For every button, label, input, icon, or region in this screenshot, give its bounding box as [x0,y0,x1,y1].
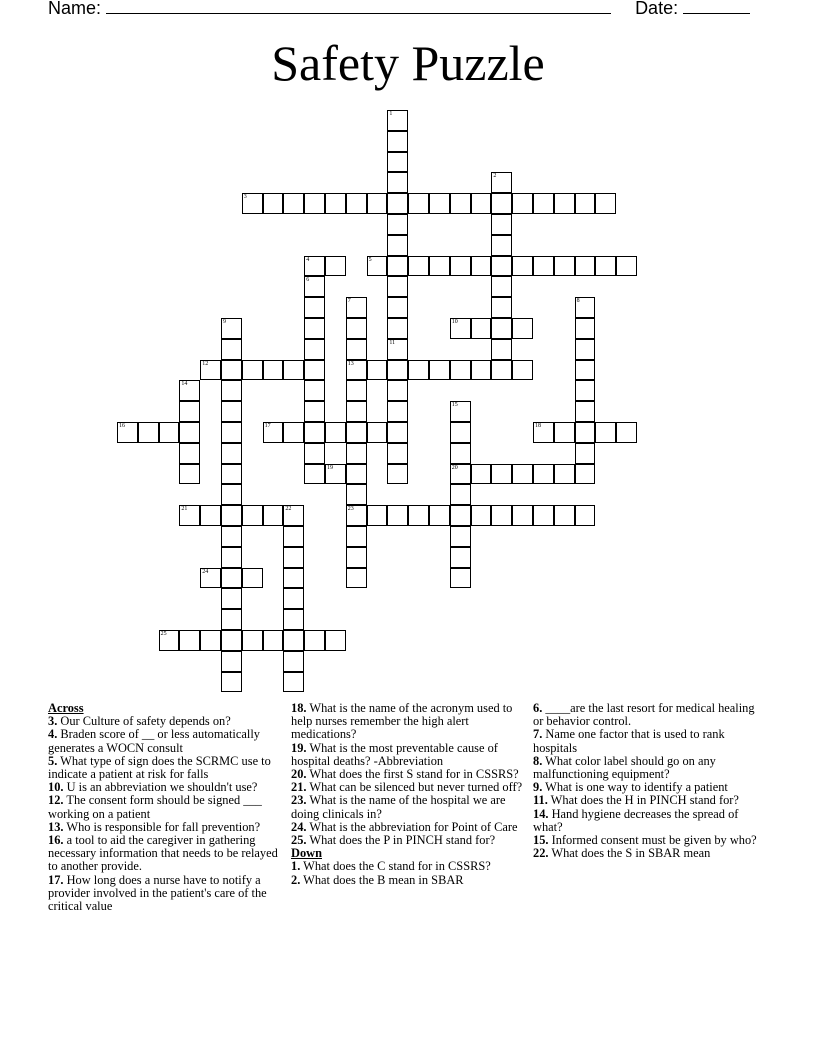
grid-cell[interactable] [346,193,367,214]
clue-text: What does the S in SBAR mean [548,846,711,861]
grid-cell[interactable] [575,256,596,277]
grid-cell[interactable] [304,193,325,214]
grid-cell[interactable] [387,131,408,152]
grid-cell[interactable] [325,422,346,443]
grid-cell[interactable] [387,422,408,443]
clue-number-25: 25 [160,631,167,637]
grid-cell[interactable] [346,422,367,443]
grid-cell[interactable] [512,193,533,214]
grid-cell[interactable] [346,568,367,589]
grid-cell[interactable] [179,401,200,422]
grid-cell[interactable] [221,443,242,464]
grid-cell[interactable] [367,360,388,381]
clue-text: What can be silenced but never turned off? [306,780,523,795]
clue-text: What is the abbreviation for Point of Care [306,819,518,834]
grid-cell[interactable] [616,256,637,277]
grid-cell[interactable] [533,256,554,277]
grid-cell[interactable] [491,193,512,214]
grid-cell[interactable] [554,193,575,214]
clue-text: What does the B mean in SBAR [300,872,464,887]
grid-cell[interactable] [304,401,325,422]
grid-cell[interactable] [554,505,575,526]
clue-number: 1. [291,859,301,874]
clue-number-14: 14 [181,381,188,388]
grid-cell[interactable] [387,276,408,297]
grid-cell[interactable] [346,526,367,547]
grid-cell[interactable] [533,193,554,214]
grid-cell[interactable] [179,443,200,464]
grid-cell[interactable] [242,505,263,526]
clue-number-17: 17 [264,423,271,429]
clue-number: 23. [291,793,307,808]
across-clue [291,794,523,820]
grid-cell[interactable] [595,193,616,214]
clue-number: 19. [291,740,307,755]
grid-cell[interactable] [221,505,242,526]
clue-number: 9. [533,780,543,795]
down-clue [291,874,523,887]
grid-cell[interactable] [304,339,325,360]
date-field[interactable] [683,0,750,14]
down-heading: Down [291,846,322,861]
grid-cell[interactable] [387,318,408,339]
clue-text: Hand hygiene decreases the spread of what? [533,806,739,834]
across-clue [291,742,523,768]
clue-number-19: 19 [327,464,333,471]
grid-cell[interactable] [595,422,616,443]
grid-cell[interactable] [471,318,492,339]
grid-cell[interactable] [346,443,367,464]
grid-cell[interactable] [575,193,596,214]
across-clues-part2 [291,702,523,847]
grid-cell[interactable] [450,256,471,277]
grid-cell[interactable] [283,547,304,568]
grid-cell[interactable] [200,505,221,526]
clue-number-23: 23 [347,506,354,513]
grid-cell[interactable] [346,401,367,422]
grid-cell[interactable] [471,256,492,277]
clue-text: Name one factor that is used to rank hospitals [533,727,725,755]
grid-cell[interactable] [367,422,388,443]
grid-cell[interactable] [575,380,596,401]
grid-cell[interactable] [408,360,429,381]
grid-cell[interactable] [367,193,388,214]
clue-number: 7. [533,727,543,742]
clue-number-1: 1 [389,111,393,117]
clue-number: 4. [48,727,58,742]
clue-text: What is the name of the acronym used to help nurses remember the high alert medications? [291,701,513,742]
grid-cell[interactable] [283,568,304,589]
grid-cell[interactable] [471,505,492,526]
clue-number-16: 16 [119,423,125,429]
clue-number-11: 11 [389,339,396,346]
clue-number-10: 10 [451,319,458,325]
across-clue [48,755,280,781]
grid-cell[interactable] [471,193,492,214]
grid-cell[interactable] [408,193,429,214]
grid-cell[interactable] [283,193,304,214]
grid-cell[interactable] [221,547,242,568]
grid-cell[interactable] [159,422,180,443]
down-clue [533,702,763,728]
grid-cell[interactable] [242,360,263,381]
clue-number: 14. [533,806,549,821]
down-clue [533,728,763,754]
grid-cell[interactable] [346,318,367,339]
grid-cell[interactable] [221,672,242,693]
grid-cell[interactable] [283,588,304,609]
across-clue [48,728,280,754]
clue-text: a tool to aid the caregiver in gathering necessary information that needs to be relayed to another provide. [48,833,278,874]
grid-cell[interactable] [387,297,408,318]
grid-cell[interactable] [450,505,471,526]
grid-cell[interactable] [387,380,408,401]
clue-number-7: 7 [347,298,351,305]
grid-cell[interactable] [450,568,471,589]
clue-number-6: 6 [306,277,310,284]
grid-cell[interactable] [221,609,242,630]
grid-cell[interactable] [221,339,242,360]
across-clue [48,834,280,874]
grid-cell[interactable] [200,630,221,651]
clue-text: What does the H in PINCH stand for? [547,793,739,808]
grid-cell[interactable] [346,339,367,360]
grid-cell[interactable] [554,256,575,277]
grid-cell[interactable] [179,464,200,485]
clue-number-20: 20 [451,464,458,471]
clue-number: 21. [291,780,307,795]
grid-cell[interactable] [575,422,596,443]
grid-cell[interactable] [179,422,200,443]
grid-cell[interactable] [325,630,346,651]
clue-text: What is the most preventable cause of hospital deaths? -Abbreviation [291,740,498,768]
clue-number: 24. [291,819,307,834]
clue-number: 13. [48,819,64,834]
grid-cell[interactable] [221,422,242,443]
grid-cell[interactable] [346,547,367,568]
clue-text: U is an abbreviation we shouldn't use? [63,780,258,795]
grid-cell[interactable] [450,193,471,214]
grid-cell[interactable] [304,318,325,339]
grid-cell[interactable] [491,297,512,318]
grid-cell[interactable] [179,630,200,651]
grid-cell[interactable] [575,505,596,526]
grid-cell[interactable] [408,256,429,277]
grid-cell[interactable] [491,339,512,360]
grid-cell[interactable] [575,360,596,381]
grid-cell[interactable] [283,609,304,630]
clue-number-24: 24 [202,568,209,575]
clue-number: 22. [533,846,549,861]
clue-number: 15. [533,833,549,848]
clue-text: The consent form should be signed ___ working on a patient [48,793,262,821]
grid-cell[interactable] [346,464,367,485]
grid-cell[interactable] [325,193,346,214]
grid-cell[interactable] [554,422,575,443]
grid-cell[interactable] [283,630,304,651]
grid-cell[interactable] [283,422,304,443]
grid-cell[interactable] [554,464,575,485]
across-clues-part1 [48,715,280,913]
clue-text: Our Culture of safety depends on? [57,714,231,729]
name-label: Name: [48,0,102,18]
grid-cell[interactable] [387,360,408,381]
grid-cell[interactable] [387,193,408,214]
clue-number-3: 3 [243,194,247,201]
header [48,0,750,19]
down-clue [533,755,763,781]
grid-cell[interactable] [429,256,450,277]
clue-column-2 [291,702,523,887]
grid-cell[interactable] [283,526,304,547]
grid-cell[interactable] [221,380,242,401]
clue-number: 20. [291,767,307,782]
clue-number: 2. [291,872,301,887]
clue-number-13: 13 [347,360,354,367]
grid-cell[interactable] [512,256,533,277]
grid-cell[interactable] [512,360,533,381]
clue-number: 3. [48,714,58,729]
across-clue [291,702,523,742]
grid-cell[interactable] [491,464,512,485]
grid-cell[interactable] [304,443,325,464]
clue-number-2: 2 [493,173,497,180]
clue-number: 17. [48,872,64,887]
grid-cell[interactable] [491,360,512,381]
clue-text: Informed consent must be given by who? [548,833,757,848]
grid-cell[interactable] [346,484,367,505]
grid-cell[interactable] [450,360,471,381]
grid-cell[interactable] [263,505,284,526]
grid-cell[interactable] [575,339,596,360]
clue-text: ____are the last resort for medical healing or behavior control. [533,701,755,729]
grid-cell[interactable] [450,526,471,547]
grid-cell[interactable] [616,422,637,443]
clue-number-22: 22 [285,506,292,513]
grid-cell[interactable] [138,422,159,443]
grid-cell[interactable] [512,464,533,485]
grid-cell[interactable] [429,193,450,214]
grid-cell[interactable] [221,484,242,505]
grid-cell[interactable] [387,256,408,277]
clue-number-18: 18 [535,423,541,429]
clue-text: What is one way to identify a patient [542,780,728,795]
grid-cell[interactable] [471,360,492,381]
grid-cell[interactable] [283,360,304,381]
clue-text: What does the C stand for in CSSRS? [300,859,491,874]
across-clue [48,794,280,820]
clue-text: Braden score of __ or less automatically generates a WOCN consult [48,727,260,755]
grid-cell[interactable] [491,505,512,526]
grid-cell[interactable] [575,401,596,422]
grid-cell[interactable] [325,256,346,277]
grid-cell[interactable] [512,318,533,339]
clue-number-4: 4 [306,256,310,263]
clue-number: 11. [533,793,548,808]
grid-cell[interactable] [304,464,325,485]
grid-cell[interactable] [429,505,450,526]
grid-cell[interactable] [242,568,263,589]
grid-cell[interactable] [491,276,512,297]
grid-cell[interactable] [450,484,471,505]
grid-cell[interactable] [304,380,325,401]
grid-cell[interactable] [387,152,408,173]
grid-cell[interactable] [491,235,512,256]
clue-column-1 [48,702,280,913]
grid-cell[interactable] [491,318,512,339]
name-field[interactable] [106,0,611,14]
down-clue [533,808,763,834]
down-clues-part1 [291,860,523,886]
grid-cell[interactable] [450,443,471,464]
date-label: Date: [635,0,679,18]
clue-number: 12. [48,793,64,808]
grid-cell[interactable] [221,360,242,381]
grid-cell[interactable] [387,214,408,235]
clue-column-3 [533,702,763,860]
clue-text: How long does a nurse have to notify a provider involved in the patient's care of the critical value [48,872,267,914]
clue-number: 8. [533,753,543,768]
clue-text: What does the first S stand for in CSSRS? [306,767,519,782]
grid-cell[interactable] [575,464,596,485]
grid-cell[interactable] [221,568,242,589]
grid-cell[interactable] [387,464,408,485]
grid-cell[interactable] [304,630,325,651]
grid-cell[interactable] [512,505,533,526]
clue-number-21: 21 [181,506,188,513]
grid-cell[interactable] [387,172,408,193]
grid-cell[interactable] [533,505,554,526]
grid-cell[interactable] [221,630,242,651]
clue-text: Who is responsible for fall prevention? [63,819,261,834]
clue-number: 6. [533,701,543,715]
grid-cell[interactable] [575,443,596,464]
grid-cell[interactable] [387,505,408,526]
clue-number-8: 8 [576,298,580,305]
across-heading: Across [48,701,84,715]
grid-cell[interactable] [491,214,512,235]
grid-cell[interactable] [429,360,450,381]
grid-cell[interactable] [221,401,242,422]
grid-cell[interactable] [491,256,512,277]
grid-cell[interactable] [367,505,388,526]
grid-cell[interactable] [263,360,284,381]
grid-cell[interactable] [346,380,367,401]
grid-cell[interactable] [387,235,408,256]
grid-cell[interactable] [242,630,263,651]
grid-cell[interactable] [387,443,408,464]
grid-cell[interactable] [387,401,408,422]
grid-cell[interactable] [283,651,304,672]
clue-number-15: 15 [451,402,458,409]
grid-cell[interactable] [283,672,304,693]
grid-cell[interactable] [408,505,429,526]
grid-cell[interactable] [221,526,242,547]
down-clues-part2 [533,702,763,860]
clue-text: What color label should go on any malfunctioning equipment? [533,753,716,782]
clue-text: What type of sign does the SCRMC use to indicate a patient at risk for falls [48,753,271,782]
clue-text: What does the P in PINCH stand for? [306,833,496,848]
grid-cell[interactable] [304,360,325,381]
grid-cell[interactable] [450,547,471,568]
grid-cell[interactable] [221,588,242,609]
grid-cell[interactable] [263,630,284,651]
grid-cell[interactable] [450,422,471,443]
clue-number: 5. [48,753,58,768]
clue-number-5: 5 [368,256,372,263]
grid-cell[interactable] [471,464,492,485]
across-clue [48,874,280,914]
clue-number: 10. [48,780,64,795]
grid-cell[interactable] [221,651,242,672]
grid-cell[interactable] [304,297,325,318]
grid-cell[interactable] [221,464,242,485]
grid-cell[interactable] [533,464,554,485]
clue-number: 25. [291,833,307,848]
clue-number: 18. [291,701,307,715]
grid-cell[interactable] [575,318,596,339]
down-clue [533,847,763,860]
clue-number-9: 9 [223,319,226,325]
page-title: Safety Puzzle [271,35,545,91]
grid-cell[interactable] [595,256,616,277]
clue-number: 16. [48,833,64,848]
grid-cell[interactable] [263,193,284,214]
clue-text: What is the name of the hospital we are doing clinicals in? [291,793,506,821]
grid-cell[interactable] [304,422,325,443]
clue-number-12: 12 [202,360,209,367]
across-clue [291,834,523,847]
